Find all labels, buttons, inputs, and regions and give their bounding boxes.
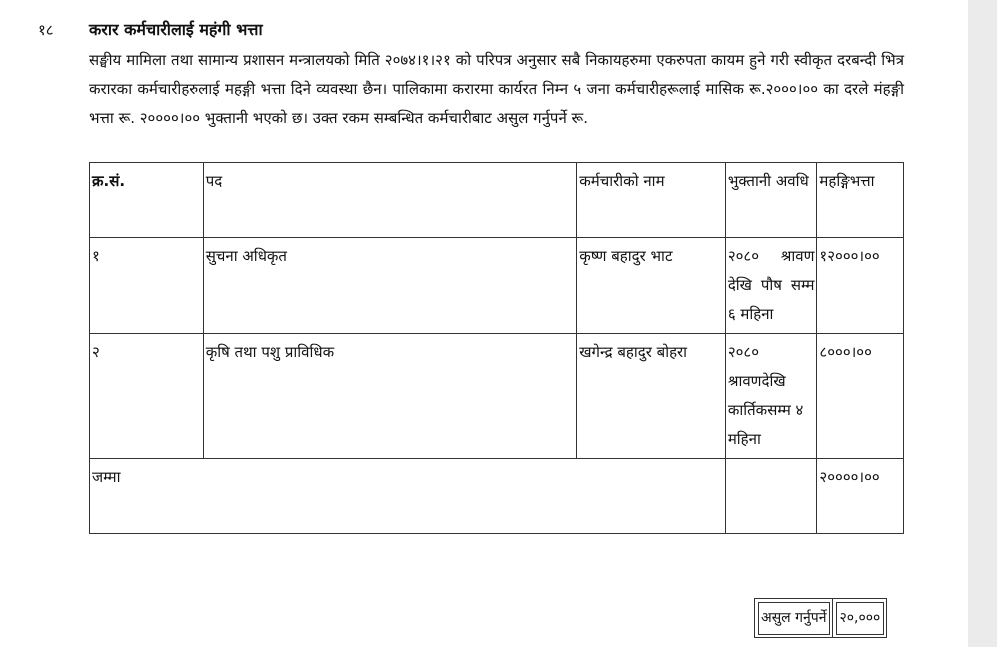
total-value: २००००।०० [817,459,904,534]
header-payment-period: भुक्तानी अवधि [725,163,817,238]
cell-allowance: ८०००।०० [817,334,904,459]
table-row [90,334,904,459]
cell-payment-period: २०८० श्रावण देखि पौष सम्म ६ महिना [725,238,817,334]
section-number: १८ [38,21,54,39]
header-allowance: महङ्गिभत्ता [817,163,904,238]
allowance-table [89,162,904,534]
cell-serial: १ [90,238,204,334]
recovery-value: २०,००० [833,599,887,638]
cell-serial: २ [90,334,204,459]
section-paragraph: सङ्घीय मामिला तथा सामान्य प्रशासन मन्त्रालयको मिति २०७४।१।२१ को परिपत्र अनुसार सबै निकायहरुमा एकरुपता कायम हुने गरी स्वीकृत दरबन्दी भित्र करारका कर्मचारीहरुलाई महङ्गी भत्ता दिने व्यवस्था छैन। पालिकामा करारमा कार्यरत निम्न ५ जना कर्मचारीहरूलाई मासिक रू.२०००।०० का दरले मंहङ्गी भत्ता रू. २००००।०० भुक्तानी भएको छ। उक्त रकम सम्बन्धित कर्मचारीबाट असुल गर्नुपर्ने रू. [89,51,904,127]
cell-post: कृषि तथा पशु प्राविधिक [203,334,577,459]
cell-employee-name: खगेन्द्र बहादुर बोहरा [577,334,726,459]
cell-post: सुचना अधिकृत [203,238,577,334]
recovery-summary-box [754,598,887,638]
table-total-row [90,459,904,534]
table-row [90,238,904,334]
total-empty-cell [725,459,817,534]
table-header-row [90,163,904,238]
total-label: जम्मा [90,459,726,534]
header-employee-name: कर्मचारीको नाम [577,163,726,238]
cell-allowance: १२०००।०० [817,238,904,334]
cell-employee-name: कृष्ण बहादुर भाट [577,238,726,334]
recovery-label: असुल गर्नुपर्ने [755,599,833,638]
cell-payment-period: २०८० श्रावणदेखि कार्तिकसम्म ४ महिना [725,334,817,459]
header-post: पद [203,163,577,238]
right-scroll-gutter [968,0,997,647]
header-serial: क्र.सं. [90,163,204,238]
section-title: करार कर्मचारीलाई महंगी भत्ता [89,20,263,39]
